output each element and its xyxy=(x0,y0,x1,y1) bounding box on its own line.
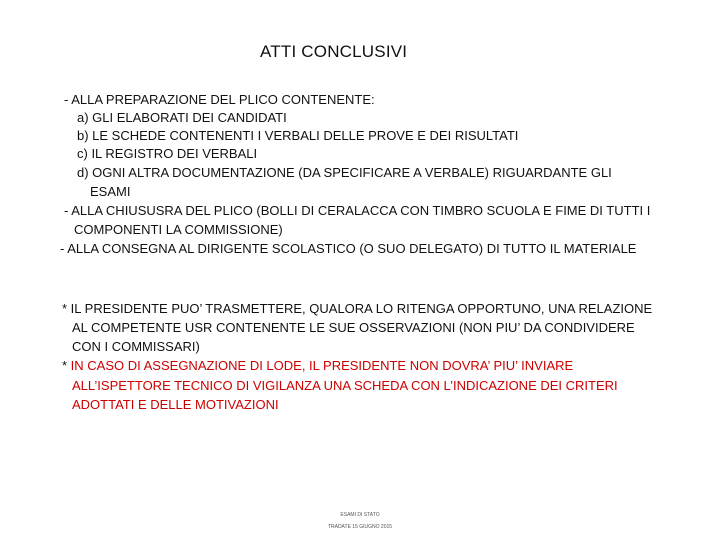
note-relazione: * IL PRESIDENTE PUO’ TRASMETTERE, QUALORA LO RITENGA OPPORTUNO, UNA RELAZIONE xyxy=(62,301,653,316)
note-relazione-cont: AL COMPETENTE USR CONTENENTE LE SUE OSSERVAZIONI (NON PIU’ DA CONDIVIDERE xyxy=(72,320,635,335)
list-item-d-cont: ESAMI xyxy=(90,184,131,199)
chiusura-line: - ALLA CHIUSUSRA DEL PLICO (BOLLI DI CERALACCA CON TIMBRO SCUOLA E FIME DI TUTTI I xyxy=(64,203,651,218)
note-relazione-cont2: CON I COMMISSARI) xyxy=(72,339,200,354)
consegna-line: - ALLA CONSEGNA AL DIRIGENTE SCOLASTICO (O SUO DELEGATO) DI TUTTO IL MATERIALE xyxy=(60,241,637,256)
intro-line: - ALLA PREPARAZIONE DEL PLICO CONTENENTE: xyxy=(64,92,375,107)
chiusura-line-cont: COMPONENTI LA COMMISSIONE) xyxy=(74,222,283,237)
note-lode-cont2: ADOTTATI E DELLE MOTIVAZIONI xyxy=(72,397,279,412)
footer-exam: ESAMI DI STATO xyxy=(340,512,380,518)
list-item-a: a) GLI ELABORATI DEI CANDIDATI xyxy=(77,110,287,125)
slide-title: ATTI CONCLUSIVI xyxy=(260,42,408,61)
footer-date: TRADATE 15 GIUGNO 2015 xyxy=(327,524,393,530)
list-item-d: d) OGNI ALTRA DOCUMENTAZIONE (DA SPECIFICARE A VERBALE) RIGUARDANTE GLI xyxy=(77,165,612,180)
bullet-asterisk: * xyxy=(62,358,71,373)
note-lode-cont: ALL’ISPETTORE TECNICO DI VIGILANZA UNA SCHEDA CON L’INDICAZIONE DEI CRITERI xyxy=(72,378,618,393)
list-item-b: b) LE SCHEDE CONTENENTI I VERBALI DELLE PROVE E DEI RISULTATI xyxy=(77,128,519,143)
note-lode xyxy=(62,358,573,374)
note-lode-text: IN CASO DI ASSEGNAZIONE DI LODE, IL PRESIDENTE NON DOVRA’ PIU’ INVIARE xyxy=(70,358,574,373)
list-item-c: c) IL REGISTRO DEI VERBALI xyxy=(77,146,258,161)
